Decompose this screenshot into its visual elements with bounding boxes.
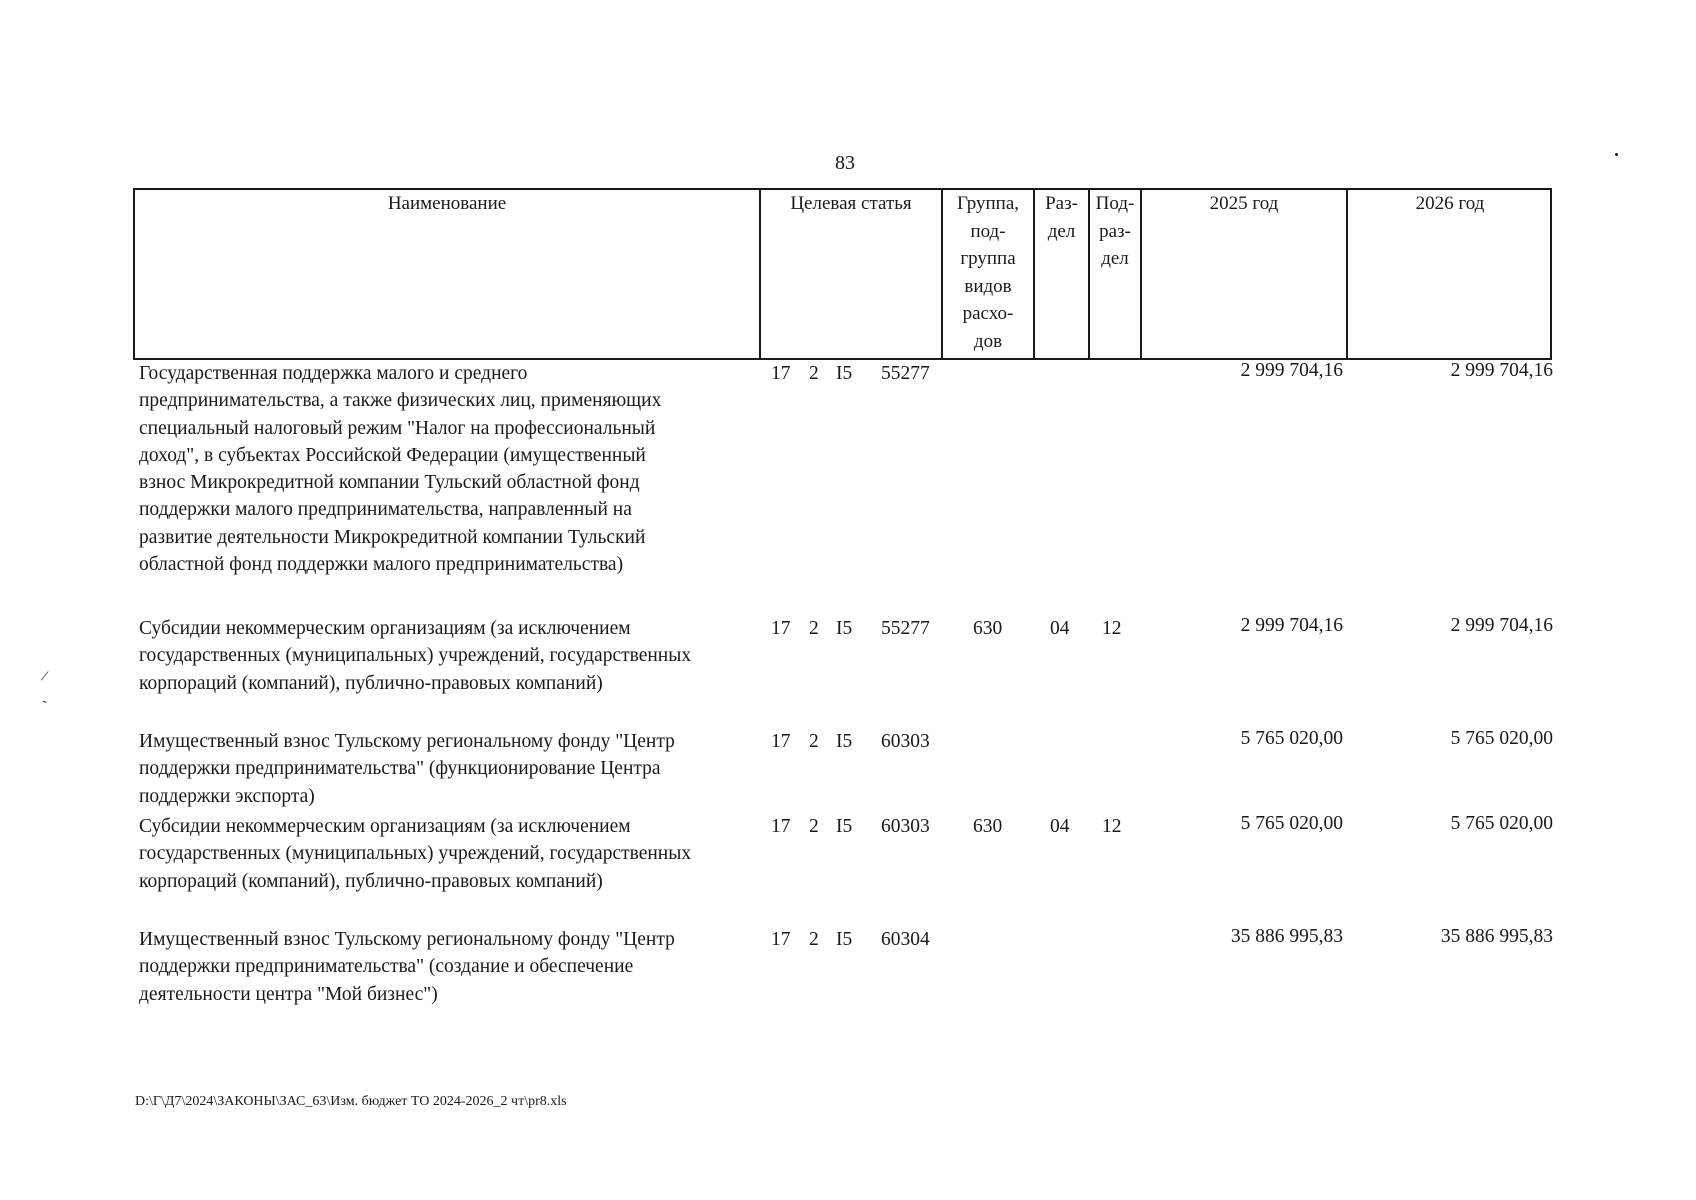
subsection-code: 12 xyxy=(1102,816,1122,837)
target-code: 17 xyxy=(771,816,791,837)
file-path-footer: D:\Г\Д7\2024\ЗАКОНЫ\ЗАС_63\Изм. бюджет ТО 2024-2026_2 чт\pr8.xls xyxy=(135,1094,567,1109)
header-target: Целевая статья xyxy=(790,193,912,214)
target-code: 17 xyxy=(771,618,791,639)
target-code: I5 xyxy=(836,929,853,950)
target-code: 60304 xyxy=(881,929,930,950)
target-code: 17 xyxy=(771,363,791,384)
row-name: Субсидии некоммерческим организациям (за исключением государственных (муниципальных) учреждений, государственных корпораций (компаний), публично-правовых компаний) xyxy=(139,816,692,892)
subsection-code: 12 xyxy=(1102,618,1122,639)
scan-mark: - xyxy=(39,693,50,710)
amount-2025: 35 886 995,83 xyxy=(1230,926,1343,947)
header-group: Группа, под- группа видов расхо- дов xyxy=(956,193,1020,352)
target-code: 2 xyxy=(809,363,819,384)
target-code: 2 xyxy=(809,929,819,950)
amount-2026: 5 765 020,00 xyxy=(1450,813,1553,834)
header-section: Раз- дел xyxy=(1045,193,1078,242)
section-code: 04 xyxy=(1050,816,1070,837)
target-code: 2 xyxy=(809,816,819,837)
row-name: Субсидии некоммерческим организациям (за исключением государственных (муниципальных) учреждений, государственных корпораций (компаний), публично-правовых компаний) xyxy=(139,618,692,694)
target-code: I5 xyxy=(836,363,853,384)
amount-2026: 35 886 995,83 xyxy=(1440,926,1553,947)
target-code: 17 xyxy=(771,731,791,752)
page-number: 83 xyxy=(835,152,855,174)
scan-mark: / xyxy=(39,667,50,686)
row-name: Государственная поддержка малого и среднего предпринимательства, а также физических лиц, применяющих специальный налоговый режим "Налог на профессиональный доход", в субъектах Российской Федерации (имущественный взнос Микрокредитной компании Тульский областной фонд поддержки малого предпринимательства, направленный на развитие деятельности Микрокредитной компании Тульский областной фонд поддержки малого предпринимательства) xyxy=(139,363,662,576)
target-code: I5 xyxy=(836,816,853,837)
target-code: 60303 xyxy=(881,816,930,837)
target-code: 17 xyxy=(771,929,791,950)
target-code: I5 xyxy=(836,618,853,639)
target-code: 55277 xyxy=(881,363,930,384)
header-subsection: Под- раз- дел xyxy=(1095,193,1135,269)
amount-2025: 2 999 704,16 xyxy=(1240,360,1343,381)
row-name: Имущественный взнос Тульскому региональному фонду "Центр поддержки предпринимательства" (функционирование Центра поддержки экспорта) xyxy=(139,731,675,807)
group-code: 630 xyxy=(973,618,1003,639)
target-code: 2 xyxy=(809,618,819,639)
section-code: 04 xyxy=(1050,618,1070,639)
group-code: 630 xyxy=(973,816,1003,837)
target-code: 60303 xyxy=(881,731,930,752)
amount-2025: 5 765 020,00 xyxy=(1240,813,1343,834)
header-2026: 2026 год xyxy=(1415,193,1485,214)
target-code: I5 xyxy=(836,731,853,752)
header-name: Наименование xyxy=(387,193,507,214)
header-2025: 2025 год xyxy=(1209,193,1279,214)
scan-dot xyxy=(1615,153,1618,156)
amount-2026: 5 765 020,00 xyxy=(1450,728,1553,749)
target-code: 2 xyxy=(809,731,819,752)
target-code: 55277 xyxy=(881,618,930,639)
amount-2025: 5 765 020,00 xyxy=(1240,728,1343,749)
amount-2025: 2 999 704,16 xyxy=(1240,615,1343,636)
row-name: Имущественный взнос Тульскому региональному фонду "Центр поддержки предпринимательства" (создание и обеспечение деятельности центра "Мой бизнес") xyxy=(139,929,675,1005)
amount-2026: 2 999 704,16 xyxy=(1450,360,1553,381)
amount-2026: 2 999 704,16 xyxy=(1450,615,1553,636)
